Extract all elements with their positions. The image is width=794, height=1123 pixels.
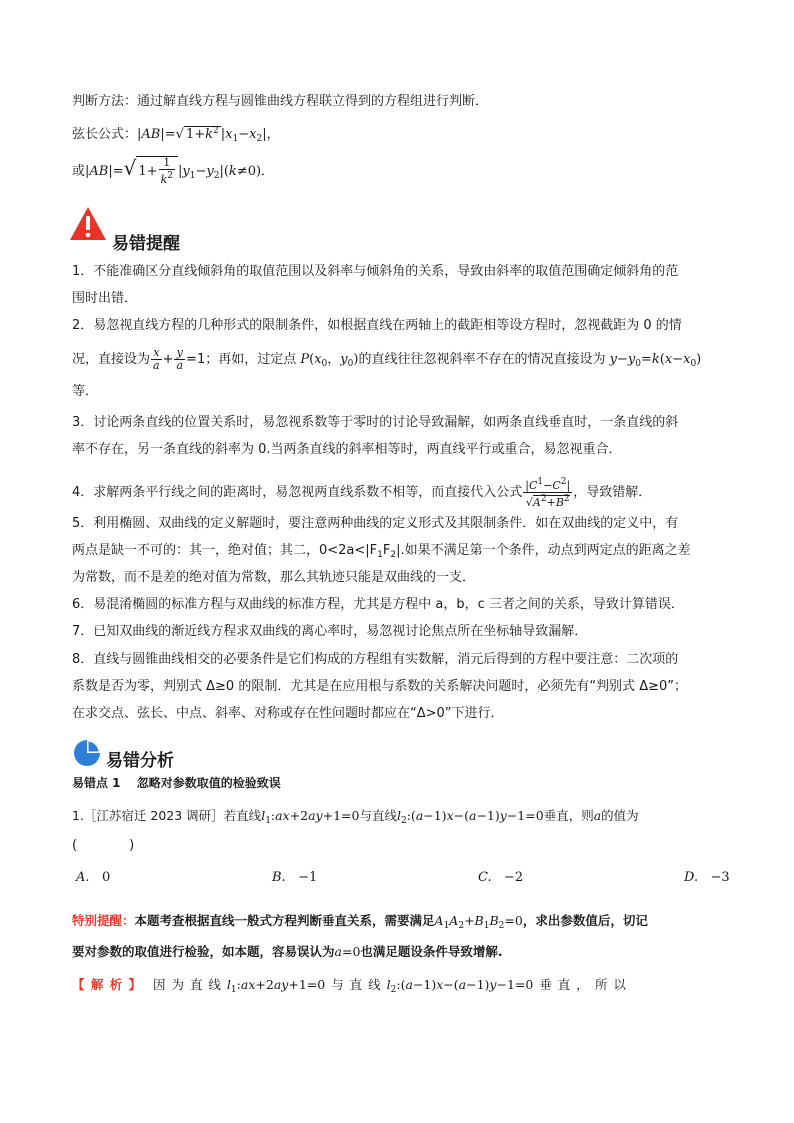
solution-line-1: 【 解 析 】 因 为 直 线 $l_1:ax+2ay+1=0$ 与 直 线 $l_2:(a-1)x-(a-1)y-1=0$ 垂 直 ， 所 以	[72, 977, 626, 995]
option-d[interactable]	[684, 870, 730, 885]
warning-item-8-line-1: 8．直线与圆锥曲线相交的必要条件是它们构成的方程组有实数解，消元后得到的方程中要注意：二次项的	[72, 652, 679, 667]
question-suffix: 垂直，则	[543, 808, 594, 823]
special-tip-text-a: 本题考查根据直线一般式方程判断垂直关系，需要满足	[134, 913, 435, 928]
solution-label: 【 解 析 】	[72, 977, 142, 992]
option-c-value: −2	[504, 870, 524, 885]
option-a[interactable]	[76, 870, 110, 885]
or-label: 或	[72, 164, 86, 179]
sqrt-symbol: √ $1+k^2$	[175, 126, 219, 142]
warning-item-4-line-1	[72, 476, 732, 509]
special-tip-line-2: 要对参数的取值进行检验，如本题，容易误认为a=0也满足题设条件导致增解.	[72, 944, 503, 959]
warning-item-3-line-1: 3．讨论两条直线的位置关系时，易忽视系数等于零时的讨论导致漏解，如两条直线垂直时，一条直线的斜	[72, 415, 679, 430]
warning-item-2-text-c: 的直线往往忽视斜率不存在的情况直接设为	[358, 352, 606, 367]
option-b[interactable]	[272, 870, 317, 885]
warning-item-5-text-b: F	[382, 543, 391, 558]
warning-item-5-line-3: 为常数，而不是差的绝对值为常数，那么其轨迹只能是双曲线的一支．	[72, 570, 476, 585]
option-c[interactable]	[478, 870, 523, 885]
special-tip-text-d: 也满足题设条件导致增解.	[360, 944, 503, 959]
warning-item-7-line-1: 7．已知双曲线的渐近线方程求双曲线的离心率时，易忽视讨论焦点所在坐标轴导致漏解．	[72, 624, 588, 639]
question-suffix-2: 的值为	[601, 808, 639, 823]
special-tip-text-c: 要对参数的取值进行检验，如本题，容易误认为	[72, 944, 335, 959]
warning-section-title: 易错提醒	[112, 234, 180, 254]
warning-item-6-line-1: 6．易混淆椭圆的标准方程与双曲线的标准方程，尤其是方程中 a，b，c 三者之间的关系，导致计算错误．	[72, 597, 684, 612]
warning-item-2-text-b: =1；再如，过定点	[186, 352, 297, 367]
warning-item-5-text-c: |.如果不满足第一个条件，动点到两定点的距离之差	[396, 543, 691, 558]
special-tip-label: 特别提醒：	[72, 913, 135, 928]
question-prefix: 1.［江苏宿迁 2023 调研］若直线	[72, 808, 262, 823]
warning-item-2-line-1: 2．易忽视直线方程的几种形式的限制条件，如根据直线在两轴上的截距相等设方程时，忽视截距为 0 的情	[72, 318, 682, 333]
chord-label: 弦长公式：	[72, 127, 138, 142]
warning-item-2-line-2: 况，直接设为 $\frac{x}{a}$ + $\frac{y}{a}$ =1；再如，过定点 $P(x_0$，$y_0$)的直线往往忽视斜率不存在的情况直接设为 $y-y_0=k(x-x_0)$	[72, 346, 702, 372]
judge-method-text: 判断方法：通过解直线方程与圆锥曲线方程联立得到的方程组进行判断．	[72, 94, 489, 109]
warning-item-8-line-3: 在求交点、弦长、中点、斜率、对称或存在性问题时都应在“Δ>0”下进行．	[72, 706, 504, 721]
option-d-value: −3	[710, 870, 730, 885]
solution-text-3: 垂 直 ， 所 以	[539, 977, 626, 992]
question-stem: 1.［江苏宿迁 2023 调研］若直线$l_1:ax+2ay+1=0$与直线$l_2:(a-1)x-(a-1)y-1=0$垂直，则a的值为	[72, 808, 639, 826]
option-a-letter: A.	[76, 870, 90, 885]
warning-item-3-line-2: 率不存在，另一条直线的斜率为 0.当两条直线的斜率相等时，两直线平行或重合，易忽视重合．	[72, 442, 622, 457]
special-tip-line-1: 特别提醒：本题考查根据直线一般式方程判断垂直关系，需要满足$A_1A_2+B_1B_2=0$，求出参数值后，切记	[72, 913, 648, 931]
error-point-title: 易错点 1 忽略对参数取值的检验致误	[72, 776, 281, 790]
option-d-letter: D.	[684, 870, 699, 885]
option-b-value: −1	[298, 870, 318, 885]
analysis-section-title: 易错分析	[106, 751, 174, 771]
warning-item-4-text-b: ，导致错解．	[573, 485, 652, 500]
solution-text-2: 与 直 线	[331, 977, 381, 992]
warning-item-2-text-a: 况，直接设为	[72, 352, 151, 367]
warning-item-1-line-1: 1．不能准确区分直线倾斜角的取值范围以及斜率与倾斜角的关系，导致由斜率的取值范围确定倾斜角的范	[72, 264, 679, 279]
special-tip-text-b: ，求出参数值后，切记	[522, 913, 648, 928]
answer-blank: ( )	[72, 838, 135, 853]
option-a-value: 0	[101, 870, 111, 885]
warning-item-5-line-2: 两点是缺一不可的：其一，绝对值；其二，$0<2a<|F_1F_2|$.如果不满足第一个条件，动点到两定点的距离之差	[72, 543, 691, 560]
warning-icon	[68, 205, 108, 243]
chord-length-formula-alt: 或|AB|=√ 1+ $\frac{1}{k^2}$ $|y_1-y_2|(k\ne 0)$．	[72, 156, 275, 186]
warning-item-2-line-3: 等．	[72, 384, 99, 399]
solution-text-1: 因 为 直 线	[153, 977, 221, 992]
option-c-letter: C.	[478, 870, 492, 885]
distance-formula: $\frac{|C^1-C^2|}{√A^2+B^2}$	[525, 477, 571, 509]
warning-item-8-line-2: 系数是否为零，判别式 Δ≥0 的限制．尤其是在应用根与系数的关系解决问题时，必须先有“判别式 Δ≥0”；	[72, 679, 687, 694]
warning-item-4-text-a: 4．求解两条平行线之间的距离时，易忽视两直线系数不相等，而直接代入公式	[72, 485, 523, 500]
question-mid: 与直线	[359, 808, 397, 823]
option-b-letter: B.	[272, 870, 286, 885]
pie-icon	[72, 738, 102, 768]
warning-item-5-text-a: 两点是缺一不可的：其一，绝对值；其二，0<2a<|F	[72, 543, 378, 558]
warning-item-5-line-1: 5．利用椭圆、双曲线的定义解题时，要注意两种曲线的定义形式及其限制条件．如在双曲线的定义中，有	[72, 516, 679, 531]
chord-length-formula: 弦长公式：|AB|=√ $1+k^2$ $|x_1-x_2|$，	[72, 121, 732, 149]
warning-item-1-line-2: 围时出错．	[72, 291, 138, 306]
